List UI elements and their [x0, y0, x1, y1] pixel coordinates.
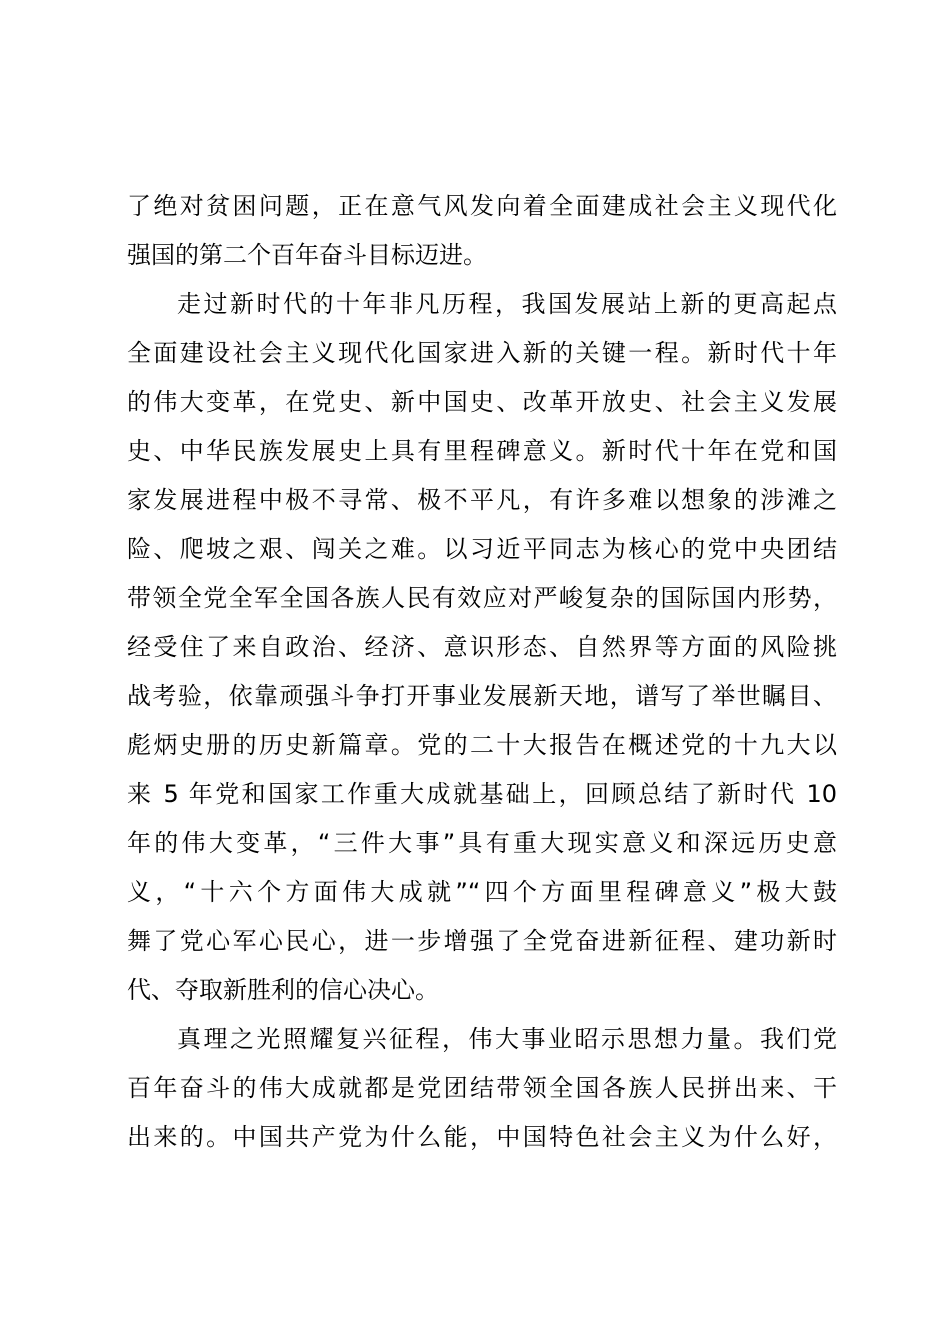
text-line: 彪炳史册的历史新篇章。党的二十大报告在概述党的十九大以	[127, 731, 837, 759]
text-line: 家发展进程中极不寻常、极不平凡，有许多难以想象的涉滩之	[127, 486, 837, 514]
text-line: 史、中华民族发展史上具有里程碑意义。新时代十年在党和国	[127, 437, 837, 465]
paragraph-2	[127, 280, 837, 1015]
text-line: 险、爬坡之艰、闯关之难。以习近平同志为核心的党中央团结	[127, 535, 837, 563]
text-line: 强国的第二个百年奋斗目标迈进。	[127, 241, 487, 269]
paragraph-3	[127, 1015, 837, 1162]
text-line: 带领全党全军全国各族人民有效应对严峻复杂的国际国内形势，	[127, 584, 837, 612]
text-line: 经受住了来自政治、经济、意识形态、自然界等方面的风险挑	[127, 633, 837, 661]
text-line: 真理之光照耀复兴征程，伟大事业昭示思想力量。我们党	[177, 1025, 837, 1053]
text-line: 出来的。中国共产党为什么能，中国特色社会主义为什么好，	[127, 1123, 837, 1151]
text-line: 义，“十六个方面伟大成就”“四个方面里程碑意义”极大鼓	[127, 878, 837, 906]
text-line: 来 5 年党和国家工作重大成就基础上，回顾总结了新时代 10	[127, 780, 837, 808]
text-line: 舞了党心军心民心，进一步增强了全党奋进新征程、建功新时	[127, 927, 837, 955]
text-line: 百年奋斗的伟大成就都是党团结带领全国各族人民拼出来、干	[127, 1074, 837, 1102]
text-line: 战考验，依靠顽强斗争打开事业发展新天地，谱写了举世瞩目、	[127, 682, 837, 710]
text-line: 的伟大变革，在党史、新中国史、改革开放史、社会主义发展	[127, 388, 837, 416]
text-line: 年的伟大变革，“三件大事”具有重大现实意义和深远历史意	[127, 829, 837, 857]
paragraph-1	[127, 182, 837, 280]
text-line: 了绝对贫困问题，正在意气风发向着全面建成社会主义现代化	[127, 192, 837, 220]
text-line: 走过新时代的十年非凡历程，我国发展站上新的更高起点	[177, 290, 837, 318]
text-line: 全面建设社会主义现代化国家进入新的关键一程。新时代十年	[127, 339, 837, 367]
text-line: 代、夺取新胜利的信心决心。	[127, 976, 439, 1004]
body-text	[127, 182, 837, 1162]
